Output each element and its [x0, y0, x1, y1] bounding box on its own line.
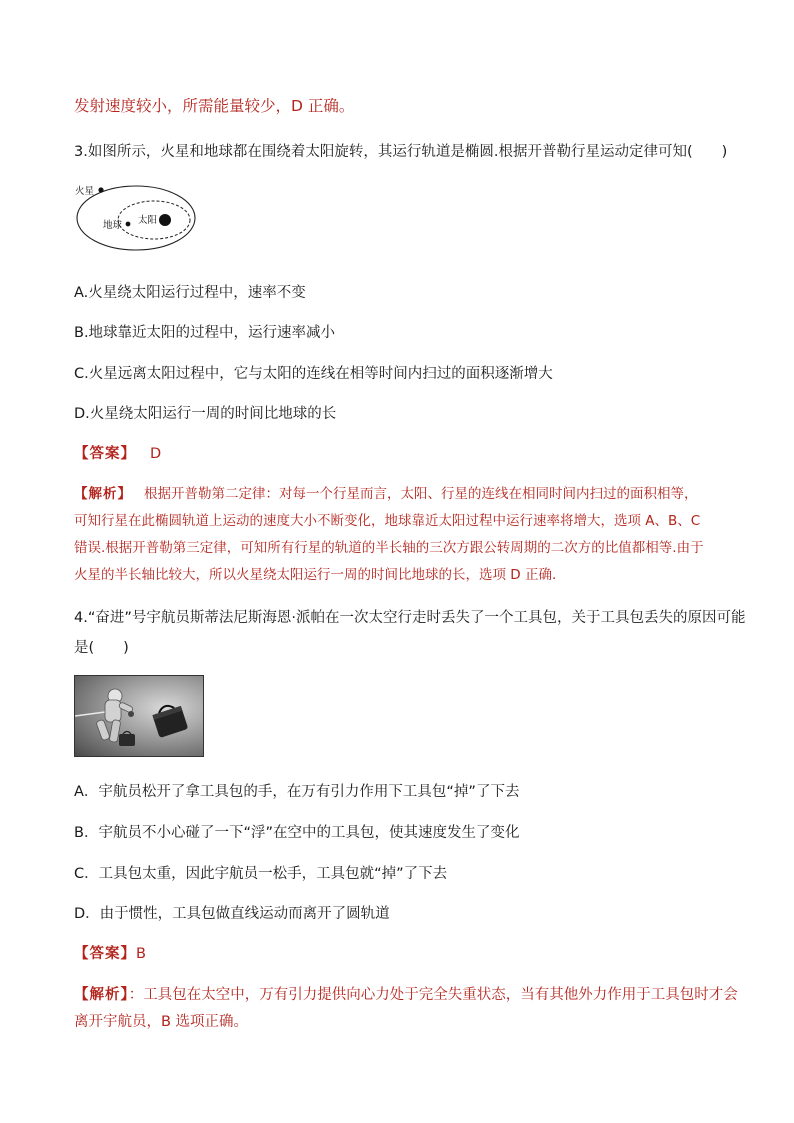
sun-dot — [159, 214, 171, 226]
q4-stem — [74, 603, 745, 663]
astronaut-photo — [74, 675, 204, 757]
q4-option-b: B．宇航员不小心碰了一下“浮”在空中的工具包，使其速度发生了变化 — [74, 825, 520, 841]
mars-orbit — [77, 186, 195, 250]
q4-option-a: A．宇航员松开了拿工具包的手，在万有引力作用下工具包“掉”了下去 — [74, 784, 520, 800]
q3-analysis — [74, 481, 704, 589]
q3-analysis-label: 【解析】 — [74, 486, 132, 502]
q3-analysis-text-1: 根据开普勒第二定律：对每一个行星而言，太阳、行星的连线在相同时间内扫过的面积相等， — [144, 486, 698, 502]
q3-answer-value: D — [150, 446, 162, 462]
astronaut-photo-svg — [75, 676, 203, 756]
q4-option-c: C．工具包太重，因此宇航员一松手，工具包就“掉”了下去 — [74, 866, 448, 882]
q3-answer — [74, 442, 161, 463]
q4-option-d: D．由于惯性，工具包做直线运动而离开了圆轨道 — [74, 906, 390, 922]
q4-answer-value: B — [136, 946, 146, 962]
q4-answer-label: 【答案】 — [74, 946, 136, 962]
orbit-diagram — [74, 178, 200, 254]
q4-stem-line-2: 是( ) — [74, 640, 129, 656]
q3-stem: 3.如图所示，火星和地球都在围绕着太阳旋转，其运行轨道是椭圆.根据开普勒行星运动定律可知( ) — [74, 144, 728, 160]
mars-dot — [98, 187, 103, 192]
orbit-diagram-svg — [74, 178, 200, 254]
q4-analysis-label: 【解析】 — [74, 987, 129, 1003]
earth-label: 地球 — [103, 220, 123, 231]
q4-analysis-text-1: ：工具包在太空中，万有引力提供向心力处于完全失重状态，当有其他外力作用于工具包时才会 — [128, 987, 738, 1003]
q3-analysis-line-4: 火星的半长轴比较大，所以火星绕太阳运行一周的时间比地球的长，选项 D 正确. — [74, 567, 557, 583]
q4-analysis-line-2: 离开宇航员，B 选项正确。 — [74, 1014, 249, 1030]
q4-stem-line-1: 4.“奋进”号宇航员斯蒂法尼斯海恩·派帕在一次太空行走时丢失了一个工具包，关于工具包丢失的原因可能 — [74, 610, 746, 626]
earth-dot — [126, 222, 131, 227]
q3-option-a: A.火星绕太阳运行过程中，速率不变 — [74, 285, 306, 301]
sun-label: 太阳 — [138, 215, 158, 226]
q3-analysis-line-2: 可知行星在此椭圆轨道上运动的速度大小不断变化，地球靠近太阳过程中运行速率将增大，选项 A、B、C — [74, 513, 701, 529]
mars-label: 火星 — [75, 186, 95, 197]
q3-analysis-line-3: 错误.根据开普勒第三定律，可知所有行星的轨道的半长轴的三次方跟公转周期的二次方的比值都相等.由于 — [74, 540, 704, 556]
q3-option-b: B.地球靠近太阳的过程中，运行速率减小 — [74, 325, 336, 341]
tool-bag — [151, 702, 188, 738]
q3-answer-label: 【答案】 — [74, 446, 136, 462]
q4-analysis-line-1 — [74, 982, 738, 1009]
q3-analysis-line-1 — [74, 481, 704, 508]
q3-option-d: D.火星绕太阳运行一周的时间比地球的长 — [74, 406, 337, 422]
previous-conclusion: 发射速度较小，所需能量较少，D 正确。 — [74, 97, 355, 115]
q3-option-c: C.火星远离太阳过程中，它与太阳的连线在相等时间内扫过的面积逐渐增大 — [74, 366, 553, 382]
small-bag — [119, 732, 135, 747]
q4-answer — [74, 942, 146, 963]
q4-analysis — [74, 982, 738, 1036]
